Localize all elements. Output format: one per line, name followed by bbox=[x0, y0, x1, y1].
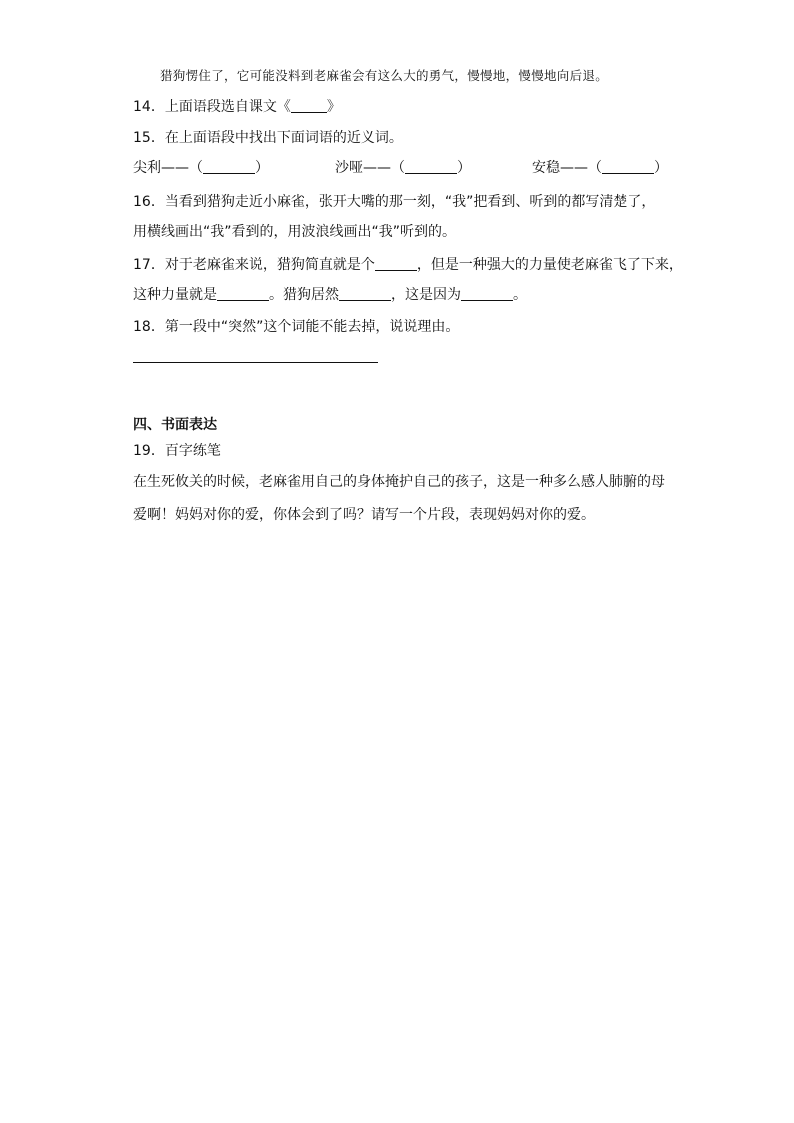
question-19-title: 19．百字练笔 bbox=[133, 443, 221, 459]
question-17-line-1 bbox=[133, 255, 683, 275]
q15-blank-3[interactable] bbox=[602, 159, 654, 174]
q17-blank-3[interactable] bbox=[339, 286, 391, 301]
q14-text: 14．上面语段选自课文《 bbox=[133, 99, 291, 115]
question-16-line-2: 用横线画出“我”看到的，用波浪线画出“我”听到的。 bbox=[133, 224, 457, 240]
q15-blank-1[interactable] bbox=[203, 159, 255, 174]
q15-blank-2[interactable] bbox=[405, 159, 457, 174]
q15-close-1: ） bbox=[255, 160, 269, 176]
question-18: 18．第一段中“突然”这个词能不能去掉，说说理由。 bbox=[133, 319, 460, 335]
passage-last-line: 猎狗愣住了，它可能没料到老麻雀会有这么大的勇气，慢慢地，慢慢地向后退。 bbox=[160, 68, 609, 83]
q15-pair-3 bbox=[532, 158, 668, 178]
q14-close: 》 bbox=[326, 99, 341, 115]
q17-blank-1[interactable] bbox=[375, 256, 417, 271]
question-19-line-2: 爱啊！妈妈对你的爱，你体会到了吗？请写一个片段，表现妈妈对你的爱。 bbox=[133, 507, 595, 523]
section-heading: 四、书面表达 bbox=[133, 417, 217, 433]
q15-pair-1 bbox=[133, 158, 269, 178]
question-16-line-1: 16．当看到猎狗走近小麻雀，张开大嘴的那一刻，“我”把看到、听到的都写清楚了， bbox=[133, 194, 656, 210]
q15-word-1: 尖利——（ bbox=[133, 160, 203, 176]
q15-close-2: ） bbox=[457, 160, 471, 176]
q17-text-d: 。猎狗居然 bbox=[269, 287, 339, 303]
q17-text-b: ，但是一种强大的力量使老麻雀飞了下来， bbox=[416, 257, 683, 273]
q17-text-c: 这种力量就是 bbox=[133, 287, 217, 303]
q17-blank-4[interactable] bbox=[461, 286, 513, 301]
question-17-line-2 bbox=[133, 285, 527, 305]
q17-text-a: 17．对于老麻雀来说，猎狗简直就是个 bbox=[133, 257, 375, 273]
q14-blank[interactable] bbox=[291, 98, 327, 113]
q15-word-3: 安稳——（ bbox=[532, 160, 602, 176]
q17-text-f: 。 bbox=[513, 287, 527, 303]
q18-answer-line[interactable] bbox=[133, 362, 378, 363]
q15-word-2: 沙哑——（ bbox=[335, 160, 405, 176]
question-15: 15．在上面语段中找出下面词语的近义词。 bbox=[133, 130, 403, 146]
q15-pair-2 bbox=[335, 158, 471, 178]
q17-text-e: ，这是因为 bbox=[391, 287, 461, 303]
q15-close-3: ） bbox=[654, 160, 668, 176]
question-19-line-1: 在生死攸关的时候，老麻雀用自己的身体掩护自己的孩子，这是一种多么感人肺腑的母 bbox=[133, 474, 665, 490]
question-14 bbox=[133, 97, 341, 117]
q17-blank-2[interactable] bbox=[217, 286, 269, 301]
